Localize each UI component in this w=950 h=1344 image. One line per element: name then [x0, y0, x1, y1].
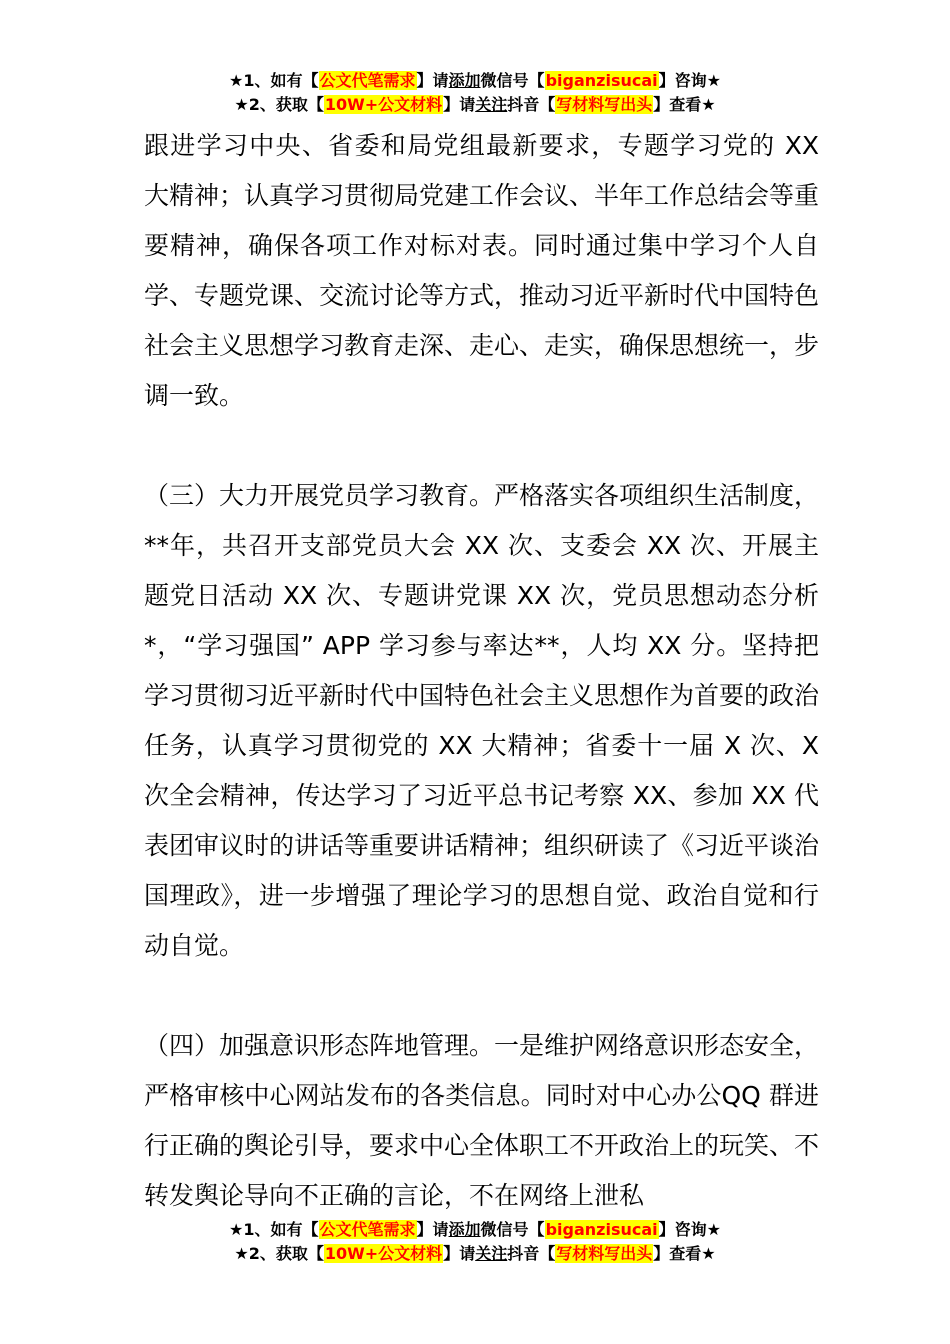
banner-text: 抖音【	[507, 1244, 556, 1263]
highlight-text: 写材料写出头	[556, 95, 653, 114]
header-banner	[0, 69, 950, 117]
underlined-text: 关注	[475, 95, 508, 114]
highlight-text: 公文代笔需求	[319, 1220, 416, 1239]
banner-text: ★2、获取【	[234, 95, 324, 114]
banner-text: ★1、如有【	[229, 71, 319, 90]
banner-text: 】查看★	[653, 1244, 716, 1263]
body-paragraph: （三）大力开展党员学习教育。严格落实各项组织生活制度，**年，共召开支部党员大会 XX 次、支委会 XX 次、开展主题党日活动 XX 次、专题讲党课 XX 次，党员思想动态分析*，“学习强国” APP 学习参与率达**，人均 XX 分。坚持把学习贯彻习近平新时代中国特色社会主义思想作为首要的政治任务，认真学习贯彻党的 XX 大精神；省委十一届 X 次、X 次全会精神，传达学习了习近平总书记考察 XX、参加 XX 代表团审议时的讲话等重要讲话精神；组织研读了《习近平谈治国理政》，进一步增强了理论学习的思想自觉、政治自觉和行动自觉。	[144, 481, 820, 960]
banner-text: 抖音【	[507, 95, 556, 114]
highlight-text: biganzisucai	[545, 1220, 658, 1239]
banner-line-1	[0, 69, 950, 93]
banner-text: 微信号【	[480, 71, 545, 90]
banner-line-1	[0, 1218, 950, 1242]
banner-text: 】请	[443, 95, 476, 114]
banner-text: 】咨询★	[658, 71, 721, 90]
banner-line-2	[0, 93, 950, 117]
highlight-text: 10W+公文材料	[324, 1244, 443, 1263]
banner-line-2	[0, 1242, 950, 1266]
banner-text: ★2、获取【	[234, 1244, 324, 1263]
highlight-text: 写材料写出头	[556, 1244, 653, 1263]
underlined-text: 添加	[448, 1220, 481, 1239]
underlined-text: 添加	[448, 71, 481, 90]
highlight-text: 公文代笔需求	[319, 71, 416, 90]
banner-text: 】请	[416, 1220, 449, 1239]
banner-text: 】请	[443, 1244, 476, 1263]
body-paragraph: 跟进学习中央、省委和局党组最新要求，专题学习党的 XX 大精神；认真学习贯彻局党建工作会议、半年工作总结会等重要精神，确保各项工作对标对表。同时通过集中学习个人自学、专题党课、交流讨论等方式，推动习近平新时代中国特色社会主义思想学习教育走深、走心、走实，确保思想统一，步调一致。	[144, 131, 820, 410]
banner-text: 】咨询★	[658, 1220, 721, 1239]
document-body	[144, 121, 819, 1221]
banner-text: ★1、如有【	[229, 1220, 319, 1239]
body-paragraph: （四）加强意识形态阵地管理。一是维护网络意识形态安全，严格审核中心网站发布的各类信息。同时对中心办公QQ 群进行正确的舆论引导，要求中心全体职工不开政治上的玩笑、不转发舆论导向不正确的言论，不在网络上泄私	[144, 1031, 820, 1210]
footer-banner	[0, 1218, 950, 1266]
highlight-text: 10W+公文材料	[324, 95, 443, 114]
banner-text: 】请	[416, 71, 449, 90]
highlight-text: biganzisucai	[545, 71, 658, 90]
banner-text: 微信号【	[480, 1220, 545, 1239]
underlined-text: 关注	[475, 1244, 508, 1263]
banner-text: 】查看★	[653, 95, 716, 114]
